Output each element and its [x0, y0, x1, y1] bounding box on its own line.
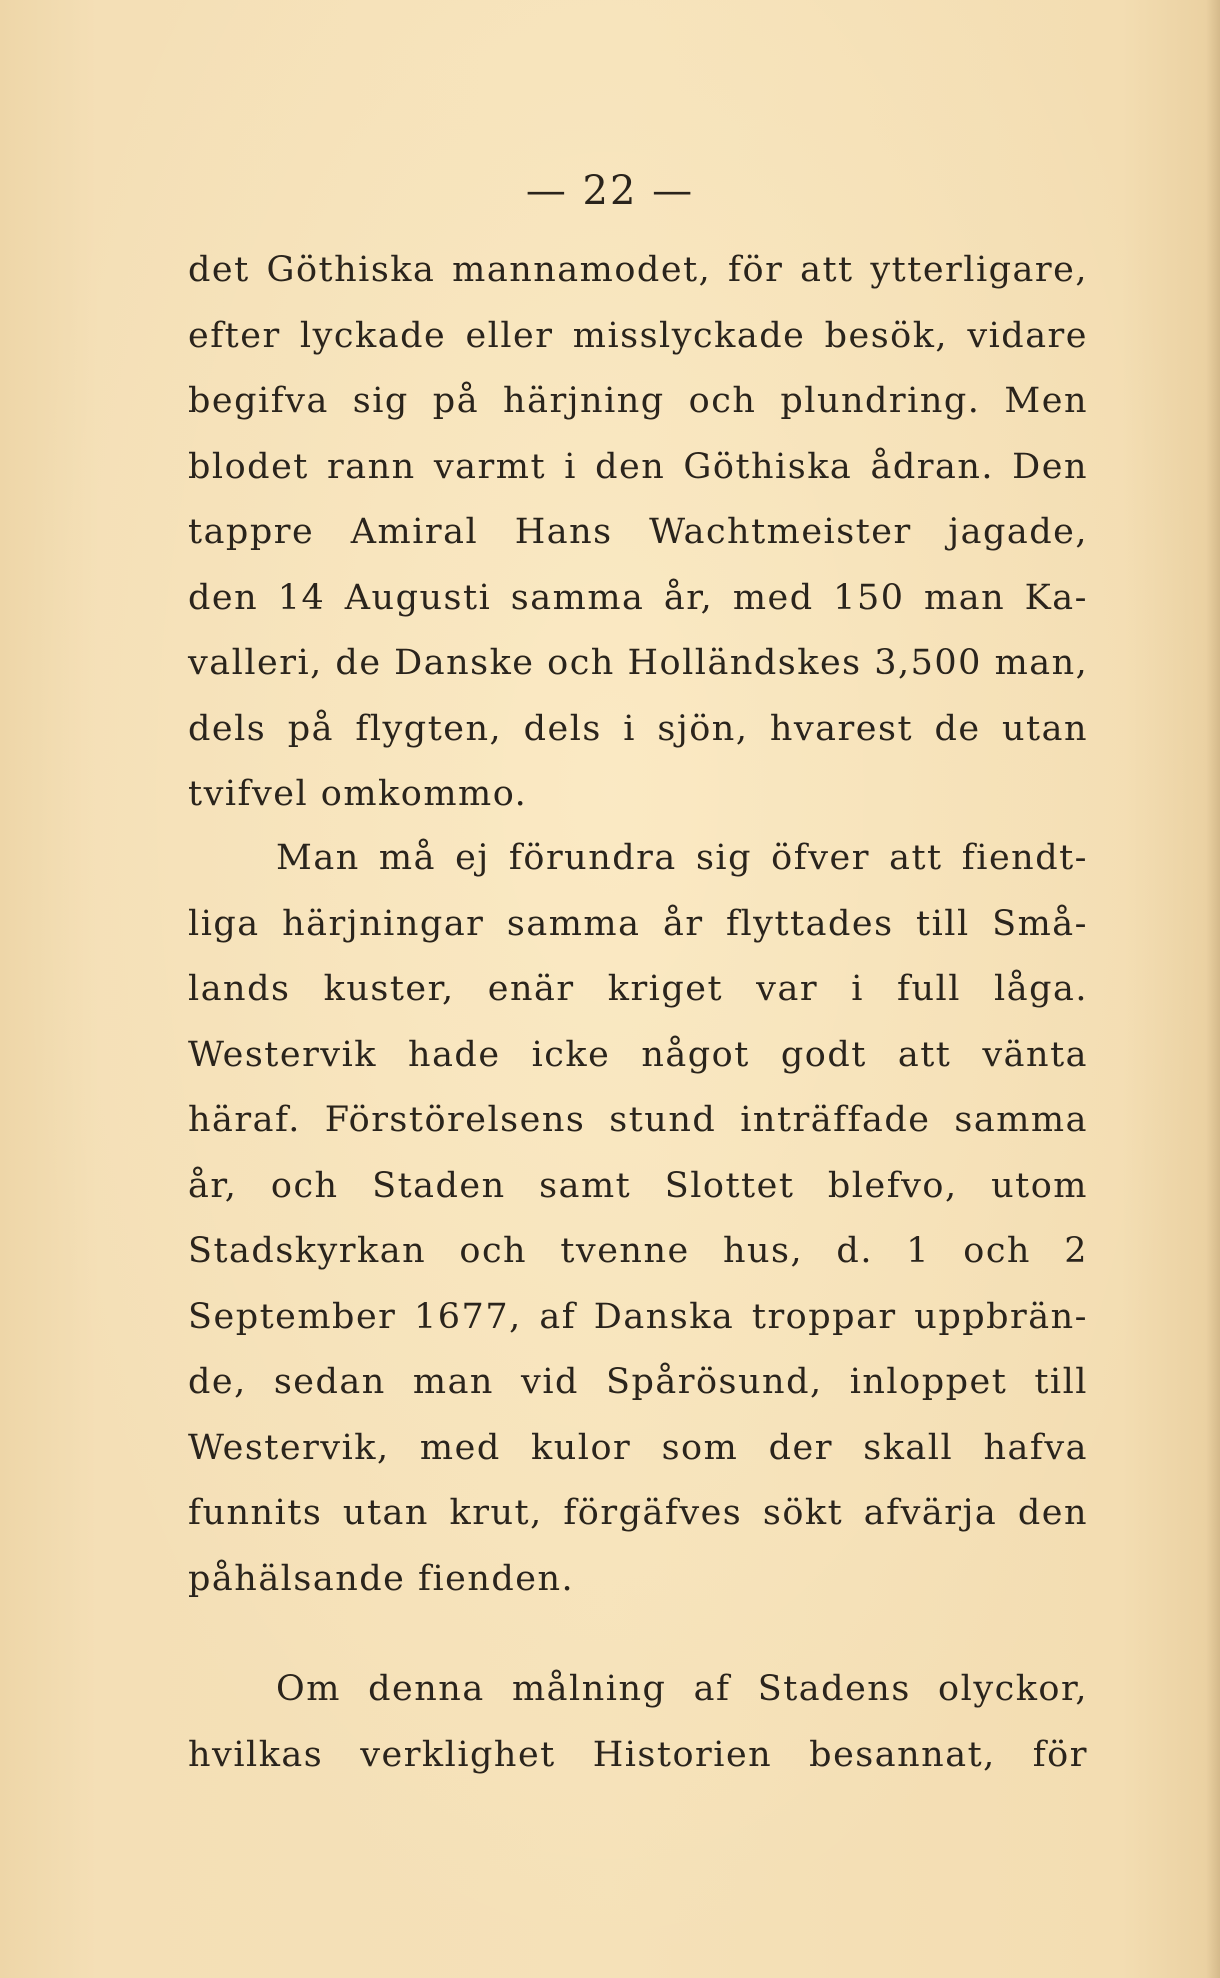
page-edge-shadow	[1206, 0, 1220, 1978]
text-line: de, sedan man vid Spårösund, inloppet till	[188, 1362, 1088, 1402]
text-line: påhälsande fienden.	[188, 1558, 575, 1599]
text-line: liga härjningar samma år flyttades till Små-	[188, 903, 1088, 944]
paragraph-2	[188, 826, 1088, 1612]
text-line: Westervik hade icke något godt att vänta	[188, 1034, 1088, 1075]
text-line: begifva sig på härjning och plundring. Men	[188, 381, 1088, 421]
text-line: hvilkas verklighet Historien besannat, för	[188, 1734, 1088, 1775]
text-line: valleri, de Danske och Holländskes 3,500 man,	[188, 643, 1089, 683]
text-line: lands kuster, enär kriget var i full låga.	[188, 969, 1088, 1009]
paragraph-1	[188, 238, 1088, 828]
text-line: efter lyckade eller misslyckade besök, vidare	[188, 315, 1088, 356]
text-line: September 1677, af Danska troppar uppbrän-	[188, 1296, 1088, 1337]
text-line: Om denna målning af Stadens olyckor,	[276, 1669, 1088, 1709]
page-number: — 22 —	[525, 168, 695, 214]
text-line: tappre Amiral Hans Wachtmeister jagade,	[188, 512, 1088, 552]
text-line: Man må ej förundra sig öfver att fiendt-	[276, 838, 1088, 878]
text-line: dels på flygten, dels i sjön, hvarest de utan	[188, 708, 1088, 749]
text-line: blodet rann varmt i den Göthiska ådran. Den	[188, 446, 1088, 487]
paragraph-3	[188, 1657, 1088, 1788]
text-line: Westervik, med kulor som der skall hafva	[188, 1427, 1088, 1468]
text-line: år, och Staden samt Slottet blefvo, utom	[188, 1165, 1088, 1206]
text-line: funnits utan krut, förgäfves sökt afvärja den	[188, 1493, 1088, 1533]
text-line: Stadskyrkan och tvenne hus, d. 1 och 2	[188, 1231, 1088, 1271]
text-line: det Göthiska mannamodet, för att ytterligare,	[188, 250, 1088, 290]
text-line: den 14 Augusti samma år, med 150 man Ka-	[188, 577, 1088, 618]
text-line: häraf. Förstörelsens stund inträffade samma	[188, 1100, 1088, 1140]
text-line: tvifvel omkommo.	[188, 774, 528, 814]
